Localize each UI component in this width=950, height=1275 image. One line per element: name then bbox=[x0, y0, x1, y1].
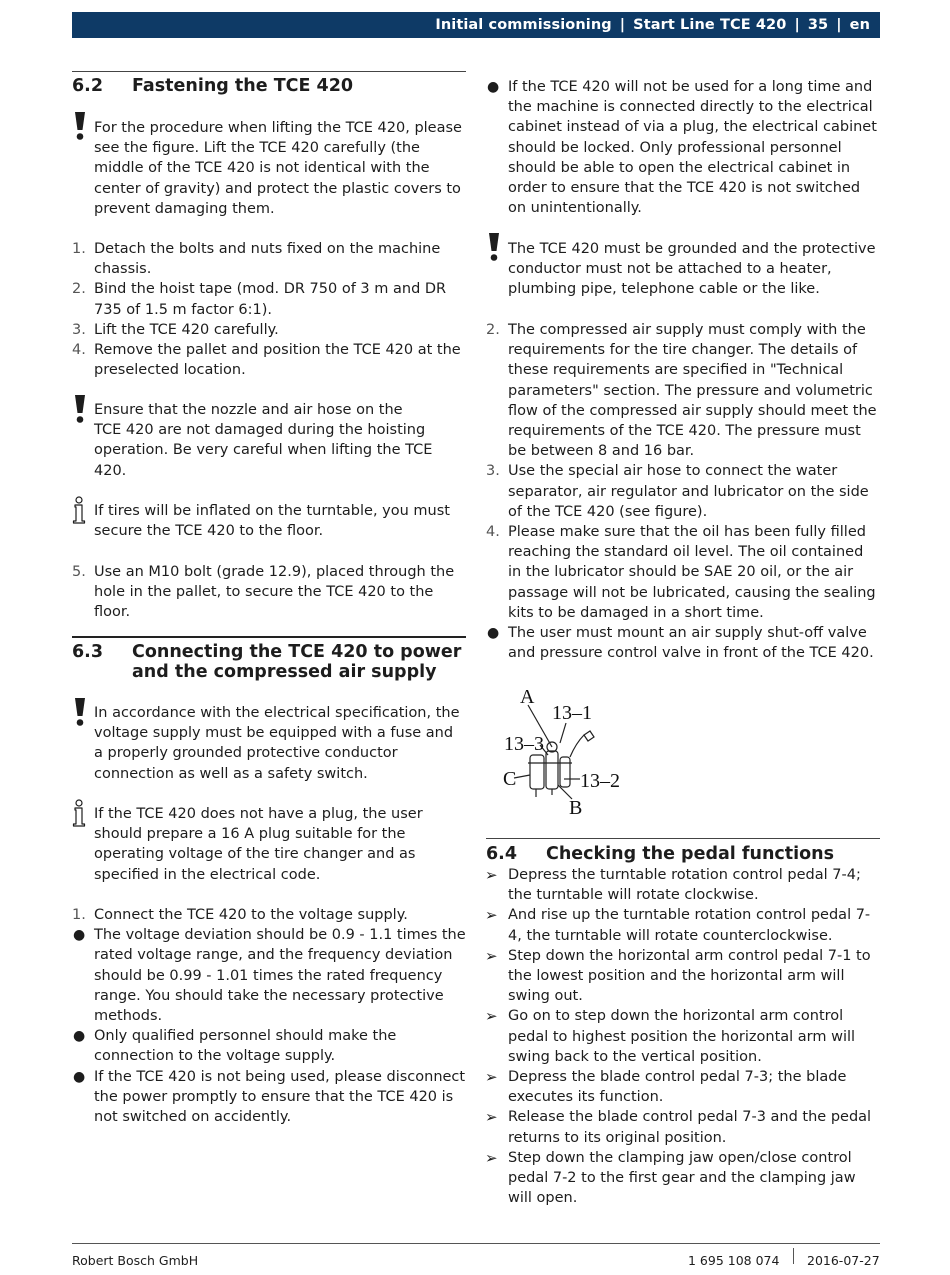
arrow-marker-icon: ➢ bbox=[485, 946, 498, 965]
list-item bbox=[486, 905, 880, 945]
footer-divider bbox=[72, 1243, 880, 1244]
bullet-item bbox=[486, 623, 880, 663]
figure-label-13-1: 13–1 bbox=[552, 702, 592, 724]
info-icon bbox=[72, 496, 86, 524]
warning-text: In accordance with the electrical specification, the voltage supply must be equipped with a fuse and a properly grounded protective conductor connection as well as a safety switch. bbox=[94, 705, 460, 782]
list-item bbox=[486, 1006, 880, 1067]
step-text: Bind the hoist tape (mod. DR 750 of 3 m and DR 735 of 1.5 m factor 6:1). bbox=[94, 281, 447, 318]
step-text: The compressed air supply must comply with the requirements for the tire changer. The details of these requirements are specified in "Technical parameters" section. The pressure and volumetric flow of the compressed air supply should meet the requirements of the TCE 420. The pressure must be between 8 and 16 bar. bbox=[508, 322, 877, 460]
section-number: 6.3 bbox=[72, 642, 104, 662]
info-icon bbox=[72, 799, 86, 827]
warning-note bbox=[94, 118, 464, 219]
info-text: If the TCE 420 does not have a plug, the user should prepare a 16 A plug suitable for the operating voltage of the tire changer and as specified in the electrical code. bbox=[94, 806, 423, 883]
footer-date: 2016-07-27 bbox=[807, 1253, 880, 1268]
procedure-list bbox=[72, 239, 466, 380]
list-item bbox=[486, 1107, 880, 1147]
warning-note bbox=[94, 400, 434, 481]
warning-text: The TCE 420 must be grounded and the protective conductor must not be attached to a heater, plumbing pipe, telephone cable or the like. bbox=[508, 241, 876, 298]
section-number: 6.2 bbox=[72, 76, 104, 96]
step-text: Use an M10 bolt (grade 12.9), placed through the hole in the pallet, to secure the TCE 420 to the floor. bbox=[94, 564, 455, 621]
list-item bbox=[72, 905, 466, 925]
arrow-marker-icon: ➢ bbox=[485, 1108, 498, 1127]
step-number: 2. bbox=[486, 322, 500, 338]
pedal-check-list bbox=[486, 865, 880, 1208]
info-note bbox=[94, 804, 468, 885]
warning-text: Ensure that the nozzle and air hose on the TCE 420 are not damaged during the hoisting operation. Be very careful when lifting the TCE 420. bbox=[94, 402, 433, 479]
bullet-text: The user must mount an air supply shut-off valve and pressure control valve in front of the TCE 420. bbox=[508, 625, 874, 662]
bullet-text: If the TCE 420 is not being used, please disconnect the power promptly to ensure that the TCE 420 is not switched on accidently. bbox=[94, 1068, 466, 1126]
procedure-list bbox=[72, 562, 466, 623]
step-text: Lift the TCE 420 carefully. bbox=[94, 321, 279, 338]
section-title: Connecting the TCE 420 to power and the compressed air supply bbox=[132, 642, 462, 682]
section-title: Checking the pedal functions bbox=[546, 844, 835, 864]
header-separator: | bbox=[619, 16, 626, 33]
lubricator-bowl bbox=[560, 757, 570, 787]
warning-icon bbox=[73, 111, 87, 141]
arrow-marker-icon: ➢ bbox=[485, 1148, 498, 1167]
procedure-list bbox=[486, 320, 880, 663]
bullet-text: If the TCE 420 will not be used for a long time and the machine is connected directly to the electrical cabinet instead of via a plug, the electrical cabinet should be locked. Only professional personnel should be able to open the electrical cabinet in order to ensure that the TCE 420 is not switched on unintentionally. bbox=[508, 79, 877, 217]
item-text: Step down the horizontal arm control pedal 7-1 to the lowest position and the horizontal arm will swing out. bbox=[508, 947, 871, 1005]
footer-document-number: 1 695 108 074 bbox=[688, 1253, 780, 1268]
list-item bbox=[486, 522, 880, 623]
item-text: Step down the clamping jaw open/close control pedal 7-2 to the first gear and the clamping jaw will open. bbox=[508, 1149, 856, 1207]
section-6-2-heading bbox=[72, 76, 466, 98]
arrow-marker-icon: ➢ bbox=[485, 1068, 498, 1087]
air-supply-unit-figure bbox=[500, 683, 620, 819]
section-number: 6.4 bbox=[486, 844, 518, 864]
section-6-3-heading bbox=[72, 642, 466, 684]
bullet-text: The voltage deviation should be 0.9 - 1.1 times the rated voltage range, and the frequency deviation should be 0.99 - 1.01 times the rated frequency range. You should take the necessary protective methods. bbox=[94, 927, 466, 1025]
warning-icon bbox=[487, 232, 501, 262]
regulator-body bbox=[546, 751, 558, 789]
header-separator: | bbox=[836, 16, 842, 33]
step-number: 4. bbox=[72, 342, 86, 359]
info-note bbox=[94, 501, 464, 541]
section-title: Fastening the TCE 420 bbox=[132, 76, 354, 96]
step-number: 4. bbox=[486, 524, 500, 541]
header-product: Start Line TCE 420 bbox=[633, 16, 787, 33]
leader-line bbox=[514, 775, 530, 778]
warning-icon bbox=[73, 697, 87, 727]
filter-bowl bbox=[530, 755, 544, 789]
figure-label-b: B bbox=[569, 797, 583, 819]
figure-label-13-3: 13–3 bbox=[504, 733, 544, 755]
figure-label-c: C bbox=[503, 768, 517, 790]
section-6-4-heading bbox=[486, 844, 880, 866]
section-divider bbox=[72, 636, 466, 638]
step-number: 3. bbox=[486, 463, 500, 480]
bullet-text: Only qualified personnel should make the connection to the voltage supply. bbox=[94, 1028, 397, 1065]
list-item bbox=[72, 320, 466, 340]
item-text: Release the blade control pedal 7-3 and the pedal returns to its original position. bbox=[508, 1109, 872, 1146]
item-text: Depress the turntable rotation control pedal 7-4; the turntable will rotate clockwise. bbox=[508, 867, 861, 904]
warning-icon bbox=[73, 394, 87, 424]
item-text: And rise up the turntable rotation control pedal 7-4, the turntable will rotate counterclockwise. bbox=[508, 907, 871, 944]
bullet-marker: ● bbox=[73, 927, 86, 944]
bullet-item bbox=[72, 925, 466, 1026]
info-text: If tires will be inflated on the turntable, you must secure the TCE 420 to the floor. bbox=[94, 503, 450, 540]
section-divider bbox=[72, 71, 466, 72]
list-item bbox=[486, 1148, 880, 1209]
header-section: Initial commissioning bbox=[435, 16, 612, 33]
bullet-marker: ● bbox=[73, 1028, 86, 1045]
item-text: Depress the blade control pedal 7-3; the blade executes its function. bbox=[508, 1069, 847, 1106]
list-item bbox=[486, 946, 880, 1007]
bullet-marker: ● bbox=[73, 1068, 86, 1085]
item-text: Go on to step down the horizontal arm control pedal to highest position the horizontal arm will swing back to the vertical position. bbox=[508, 1008, 856, 1065]
list-item bbox=[486, 865, 880, 905]
footer-company: Robert Bosch GmbH bbox=[72, 1253, 199, 1268]
step-text: Remove the pallet and position the TCE 420 at the preselected location. bbox=[94, 342, 461, 379]
list-item bbox=[486, 320, 880, 461]
list-item bbox=[72, 239, 466, 279]
step-text: Use the special air hose to connect the water separator, air regulator and lubricator on the side of the TCE 420 (see figure). bbox=[508, 463, 869, 520]
list-item bbox=[486, 461, 880, 522]
header-separator: | bbox=[794, 16, 800, 33]
leader-line bbox=[560, 723, 566, 743]
step-number: 5. bbox=[72, 564, 86, 580]
step-text: Please make sure that the oil has been fully filled reaching the standard oil level. The oil contained in the lubricator should be SAE 20 oil, or the air passage will not be lubricated, causing the sealing kits to be damaged in a short time. bbox=[508, 524, 876, 621]
bullet-marker: ● bbox=[487, 625, 500, 642]
procedure-list bbox=[72, 905, 466, 1127]
bullet-list bbox=[486, 77, 880, 218]
warning-note bbox=[94, 703, 466, 784]
arrow-marker-icon: ➢ bbox=[485, 906, 498, 925]
bullet-item bbox=[72, 1067, 466, 1128]
arrow-marker-icon: ➢ bbox=[485, 866, 498, 884]
step-number: 2. bbox=[72, 281, 86, 298]
bullet-marker: ● bbox=[487, 79, 500, 95]
figure-label-13-2: 13–2 bbox=[580, 770, 620, 792]
warning-note bbox=[508, 239, 878, 300]
arrow-marker-icon: ➢ bbox=[485, 1007, 498, 1026]
figure-label-a: A bbox=[520, 686, 535, 708]
step-number: 3. bbox=[72, 321, 86, 338]
header-language: en bbox=[849, 16, 870, 33]
warning-text: For the procedure when lifting the TCE 420, please see the figure. Lift the TCE 420 carefully (the middle of the TCE 420 is not identical with the center of gravity) and protect the plastic covers to prevent damaging them. bbox=[94, 120, 462, 217]
step-text: Connect the TCE 420 to the voltage supply. bbox=[94, 907, 408, 923]
list-item bbox=[72, 279, 466, 319]
bullet-item bbox=[486, 77, 880, 218]
bullet-item bbox=[72, 1026, 466, 1066]
footer-separator bbox=[793, 1248, 794, 1264]
list-item bbox=[486, 1067, 880, 1107]
hose-fitting bbox=[584, 731, 594, 741]
header-page-number: 35 bbox=[807, 16, 829, 33]
air-hose bbox=[570, 735, 584, 757]
list-item bbox=[72, 562, 466, 623]
list-item bbox=[72, 340, 466, 380]
step-number: 1. bbox=[72, 907, 86, 923]
page-header-bar bbox=[72, 12, 880, 38]
step-number: 1. bbox=[72, 241, 86, 257]
step-text: Detach the bolts and nuts fixed on the machine chassis. bbox=[94, 241, 441, 278]
section-divider bbox=[486, 838, 880, 839]
